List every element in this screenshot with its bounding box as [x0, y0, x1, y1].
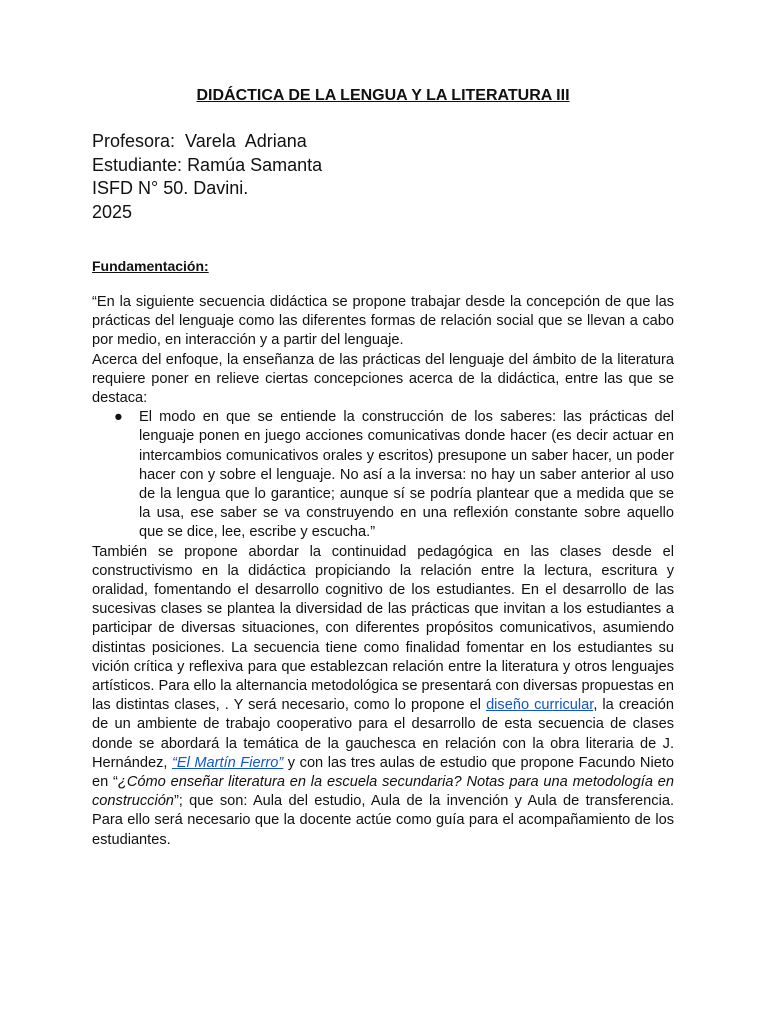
- teacher-line: Profesora: Varela Adriana: [92, 131, 307, 151]
- martin-fierro-link-text: El Martín Fierro”: [176, 754, 284, 771]
- martin-fierro-link[interactable]: [172, 755, 283, 771]
- paragraph-3: [92, 543, 674, 850]
- document-title: DIDÁCTICA DE LA LENGUA Y LA LITERATURA III: [196, 87, 570, 104]
- section-heading: Fundamentación:: [92, 258, 209, 274]
- paragraph-3-text-c: y con las tres aulas de estudio que propone Facundo Nieto en “: [92, 754, 674, 791]
- martin-fierro-open-quote: “: [172, 754, 177, 771]
- paragraph-3-text-d: ”; que son: Aula del estudio, Aula de la invención y Aula de transferencia. Para ello será necesario que la docente actúe como guía para el acompañamiento de los estudiantes.: [92, 793, 674, 848]
- paragraph-2: Acerca del enfoque, la enseñanza de las prácticas del lenguaje del ámbito de la literatura requiere poner en relieve ciertas concepciones acerca de la didáctica, entre las que se destaca:: [92, 351, 674, 407]
- paragraph-3-text-a: También se propone abordar la continuidad pedagógica en las clases desde el constructivismo en la didáctica propiciando la relación entre la lectura, escritura y oralidad, fomentando el desarrollo cognitivo de los estudiantes. En el desarrollo de las sucesivas clases se plantea la diversidad de las prácticas que invitan a los estudiantes a participar de diversas situaciones, con diferentes propósitos comunicativos, asumiendo distintas posiciones. La secuencia tiene como finalidad fomentar en los estudiantes su vición crítica y reflexiva para que establezcan relación entre la literatura y otros lenguajes artísticos. Para ello la alternancia metodológica se presentará con diversas propuestas en las distintas clases, . Y será necesario, como lo propone el: [92, 543, 674, 714]
- bullet-dot-icon: ●: [114, 409, 123, 426]
- institute-line: ISFD N° 50. Davini.: [92, 178, 249, 198]
- bullet-list: [92, 408, 674, 542]
- book-title: ¿Cómo enseñar literatura en la escuela secundaria? Notas para una metodología en construcción: [92, 774, 674, 810]
- list-item: [92, 408, 674, 542]
- paragraph-1: “En la siguiente secuencia didáctica se propone trabajar desde la concepción de que las prácticas del lenguaje como las diferentes formas de relación social que se llevan a cabo por medio, en interacción y a partir del lenguaje.: [92, 294, 674, 349]
- student-line: Estudiante: Ramúa Samanta: [92, 154, 323, 175]
- body-text: [92, 293, 674, 850]
- header-info: [92, 130, 322, 224]
- curriculum-design-link[interactable]: diseño curricular: [486, 697, 594, 714]
- bullet-text: El modo en que se entiende la construcción de los saberes: las prácticas del lenguaje ponen en juego acciones comunicativas donde hacer (es decir actuar en intercambios comunicativos orales y escritos) presupone un saber hacer, un poder hacer con y sobre el lenguaje. No así a la inversa: no hay un saber anterior al uso de la lengua que lo garantice; aunque sí se podría plantear que a medida que se la usa, ese saber se va construyendo en una reflexión constante sobre aquello que se dice, lee, escribe y escucha.”: [139, 409, 674, 541]
- year-line: 2025: [92, 201, 133, 222]
- paragraph-3-text-b: , la creación de un ambiente de trabajo cooperativo para el desarrollo de esta secuencia de clases donde se abordará la temática de la gauchesca en relación con la obra literaria de J. Hernández,: [92, 697, 674, 771]
